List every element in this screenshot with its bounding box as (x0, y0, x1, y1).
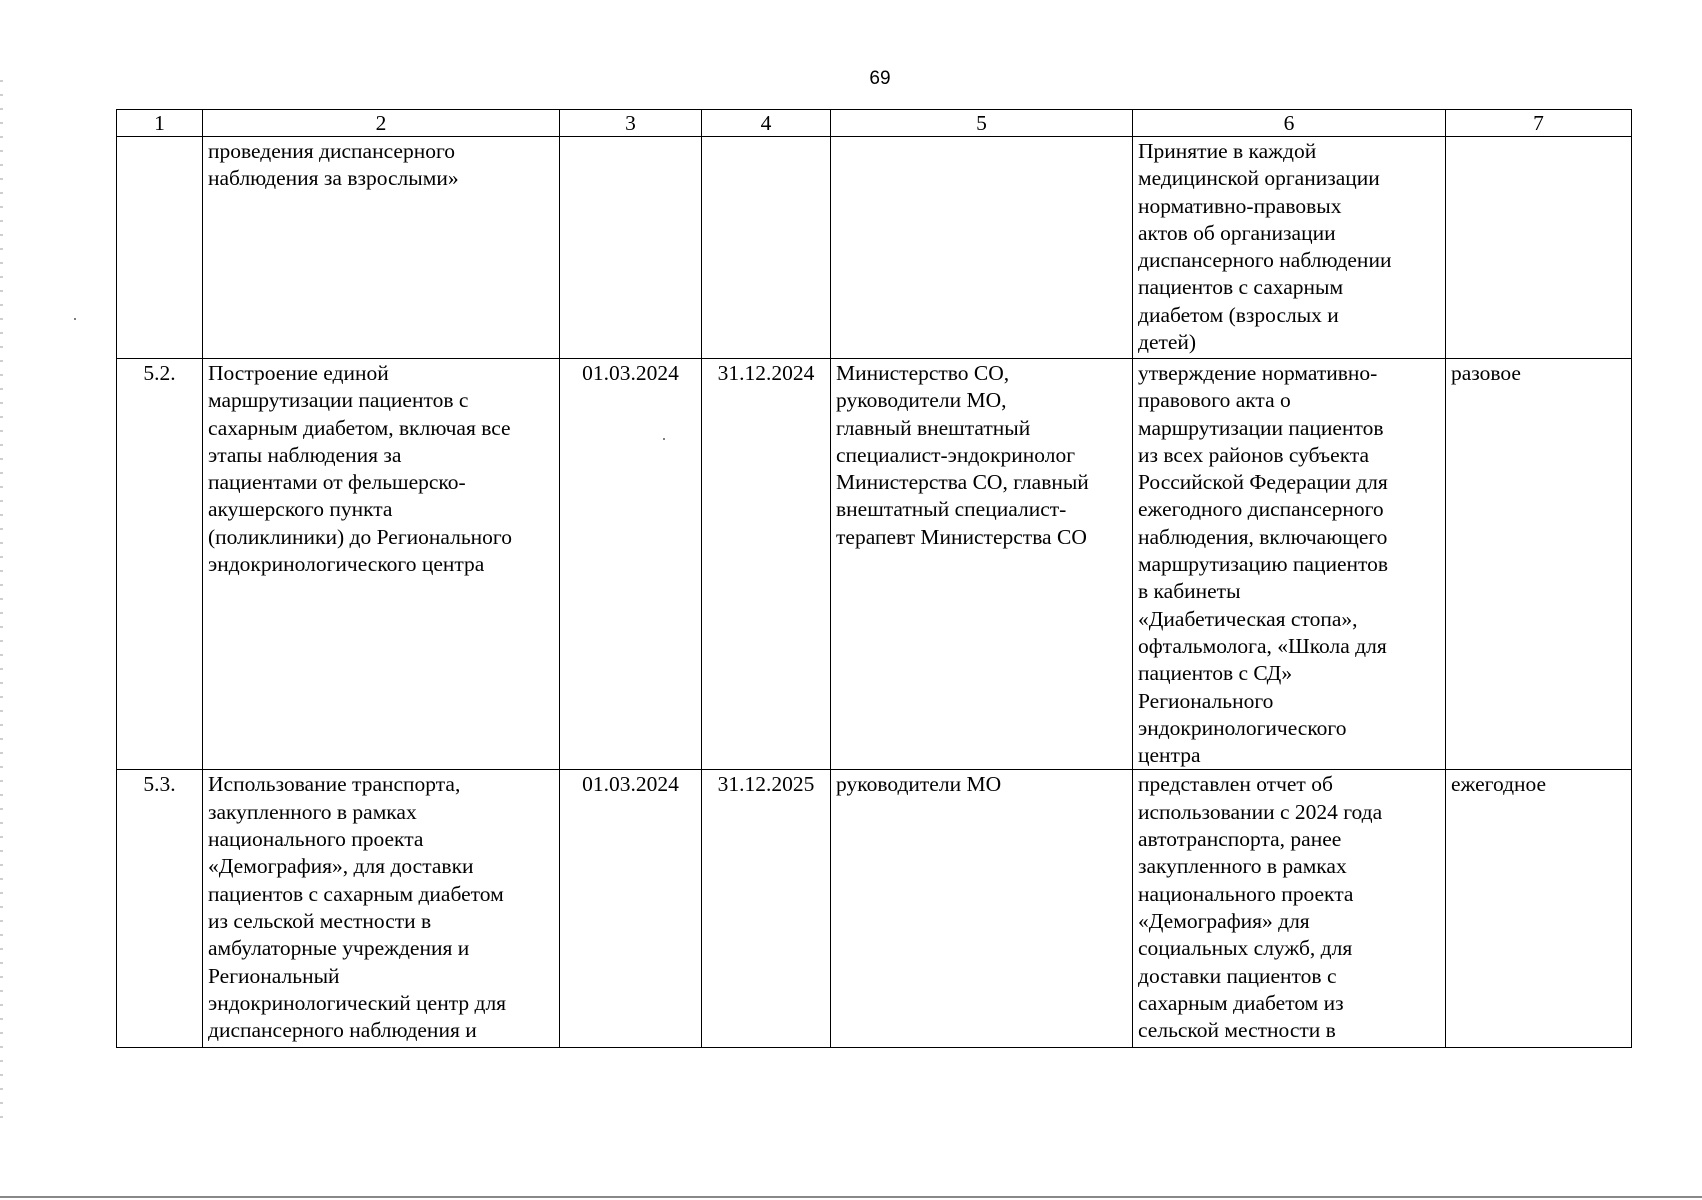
responsible-cell: Министерство СО, руководители МО, главный внештатный специалист-эндокринолог Министерства СО, главный внештатный специалист- терапевт Министерства СО (831, 359, 1133, 770)
end-date-cell: 31.12.2024 (702, 359, 831, 770)
activity-cell: Использование транспорта, закупленного в рамках национального проекта «Демография», для доставки пациентов с сахарным диабетом из сельской местности в амбулаторные учреждения и Региональный эндокринологический центр для диспансерного наблюдения и (203, 770, 560, 1048)
item-number-cell: 5.2. (117, 359, 203, 770)
activity-cell: проведения диспансерного наблюдения за взрослыми» (203, 137, 560, 359)
page-number: 69 (869, 68, 891, 89)
scan-edge-marks (0, 80, 3, 1120)
responsible-cell: руководители МО (831, 770, 1133, 1048)
result-cell: представлен отчет об использовании с 2024 года автотранспорта, ранее закупленного в рамках национального проекта «Демография» для социальных служб, для доставки пациентов с сахарным диабетом из сельской местности в (1133, 770, 1446, 1048)
column-number: 5 (831, 110, 1133, 137)
item-number-cell: 5.3. (117, 770, 203, 1048)
responsible-cell (831, 137, 1133, 359)
start-date-cell (560, 137, 702, 359)
table-row (117, 770, 1632, 1048)
start-date-cell: 01.03.2024 (560, 770, 702, 1048)
table-row (117, 359, 1632, 770)
end-date-cell: 31.12.2025 (702, 770, 831, 1048)
periodicity-cell (1446, 137, 1632, 359)
result-cell: утверждение нормативно- правового акта о маршрутизации пациентов из всех районов субъекта Российской Федерации для ежегодного диспансерного наблюдения, включающего маршрутизацию пациентов в кабинеты «Диабетическая стопа», офтальмолога, «Школа для пациентов с СД» Регионального эндокринологического центра (1133, 359, 1446, 770)
column-number: 3 (560, 110, 702, 137)
column-number: 4 (702, 110, 831, 137)
column-number: 2 (203, 110, 560, 137)
periodicity-cell: ежегодное (1446, 770, 1632, 1048)
scan-bottom-edge (0, 1196, 1702, 1198)
result-cell: Принятие в каждой медицинской организации нормативно-правовых актов об организации диспансерного наблюдении пациентов с сахарным диабетом (взрослых и детей) (1133, 137, 1446, 359)
end-date-cell (702, 137, 831, 359)
column-number: 7 (1446, 110, 1632, 137)
start-date-cell: 01.03.2024 (560, 359, 702, 770)
table-row (117, 137, 1632, 359)
periodicity-cell: разовое (1446, 359, 1632, 770)
column-number: 1 (117, 110, 203, 137)
activity-cell: Построение единой маршрутизации пациентов с сахарным диабетом, включая все этапы наблюдения за пациентами от фельшерско- акушерского пункта (поликлиники) до Регионального эндокринологического центра (203, 359, 560, 770)
scan-speck (74, 318, 76, 320)
column-number: 6 (1133, 110, 1446, 137)
plan-table (116, 109, 1632, 1048)
column-number-row (117, 110, 1632, 137)
item-number-cell (117, 137, 203, 359)
